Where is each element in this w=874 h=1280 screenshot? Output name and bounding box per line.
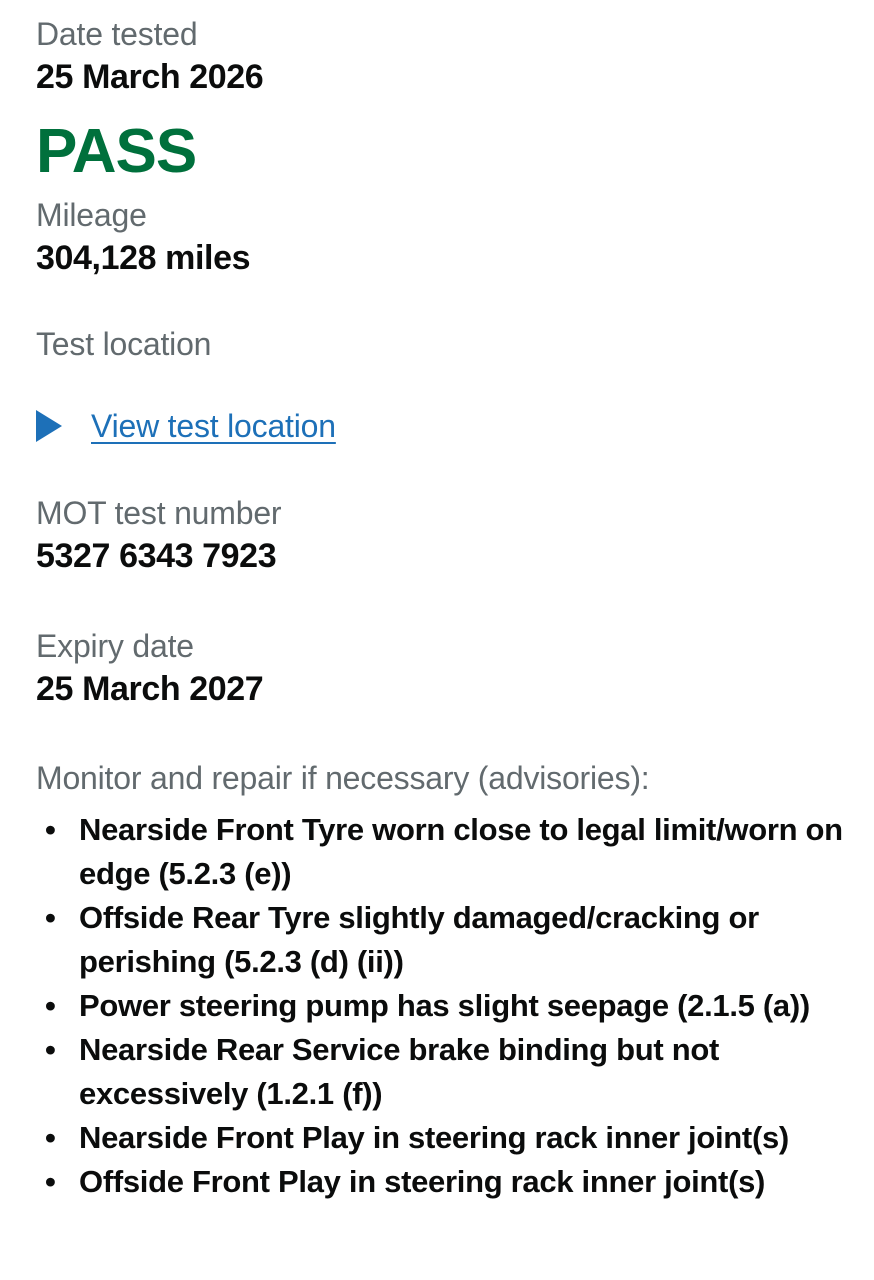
view-test-location-link[interactable]: View test location — [91, 407, 336, 444]
mot-test-number-label: MOT test number — [36, 494, 282, 531]
expiry-date-value: 25 March 2027 — [36, 669, 264, 708]
view-test-location-details[interactable] — [36, 406, 848, 446]
advisory-item: • Power steering pump has slight seepage (2.1.5 (a)) — [79, 984, 848, 1028]
advisory-item: • Offside Rear Tyre slightly damaged/cracking or perishing (5.2.3 (d) (ii)) — [79, 896, 848, 984]
advisory-item: • Nearside Front Play in steering rack inner joint(s) — [79, 1116, 848, 1160]
date-tested-label: Date tested — [36, 16, 198, 52]
test-location-section — [36, 325, 848, 364]
test-location-label: Test location — [36, 325, 212, 362]
mileage-label: Mileage — [36, 196, 147, 233]
advisory-item: • Nearside Front Tyre worn close to legal limit/worn on edge (5.2.3 (e)) — [79, 808, 848, 896]
advisories-heading: Monitor and repair if necessary (advisories): — [36, 760, 650, 797]
advisory-item: • Nearside Rear Service brake binding but not excessively (1.2.1 (f)) — [79, 1028, 848, 1116]
expiry-date-section — [36, 627, 848, 710]
mot-test-number-value: 5327 6343 7923 — [36, 536, 277, 575]
details-arrow-icon — [36, 410, 62, 442]
mileage-section — [36, 196, 848, 279]
test-result-status: PASS — [36, 116, 197, 186]
advisories-list — [36, 808, 848, 1204]
expiry-date-label: Expiry date — [36, 627, 194, 664]
advisory-item: • Offside Front Play in steering rack inner joint(s) — [79, 1160, 848, 1204]
mot-test-number-section — [36, 494, 848, 577]
date-tested-value: 25 March 2026 — [36, 58, 264, 97]
date-tested-section — [36, 15, 848, 98]
mileage-value: 304,128 miles — [36, 238, 251, 277]
